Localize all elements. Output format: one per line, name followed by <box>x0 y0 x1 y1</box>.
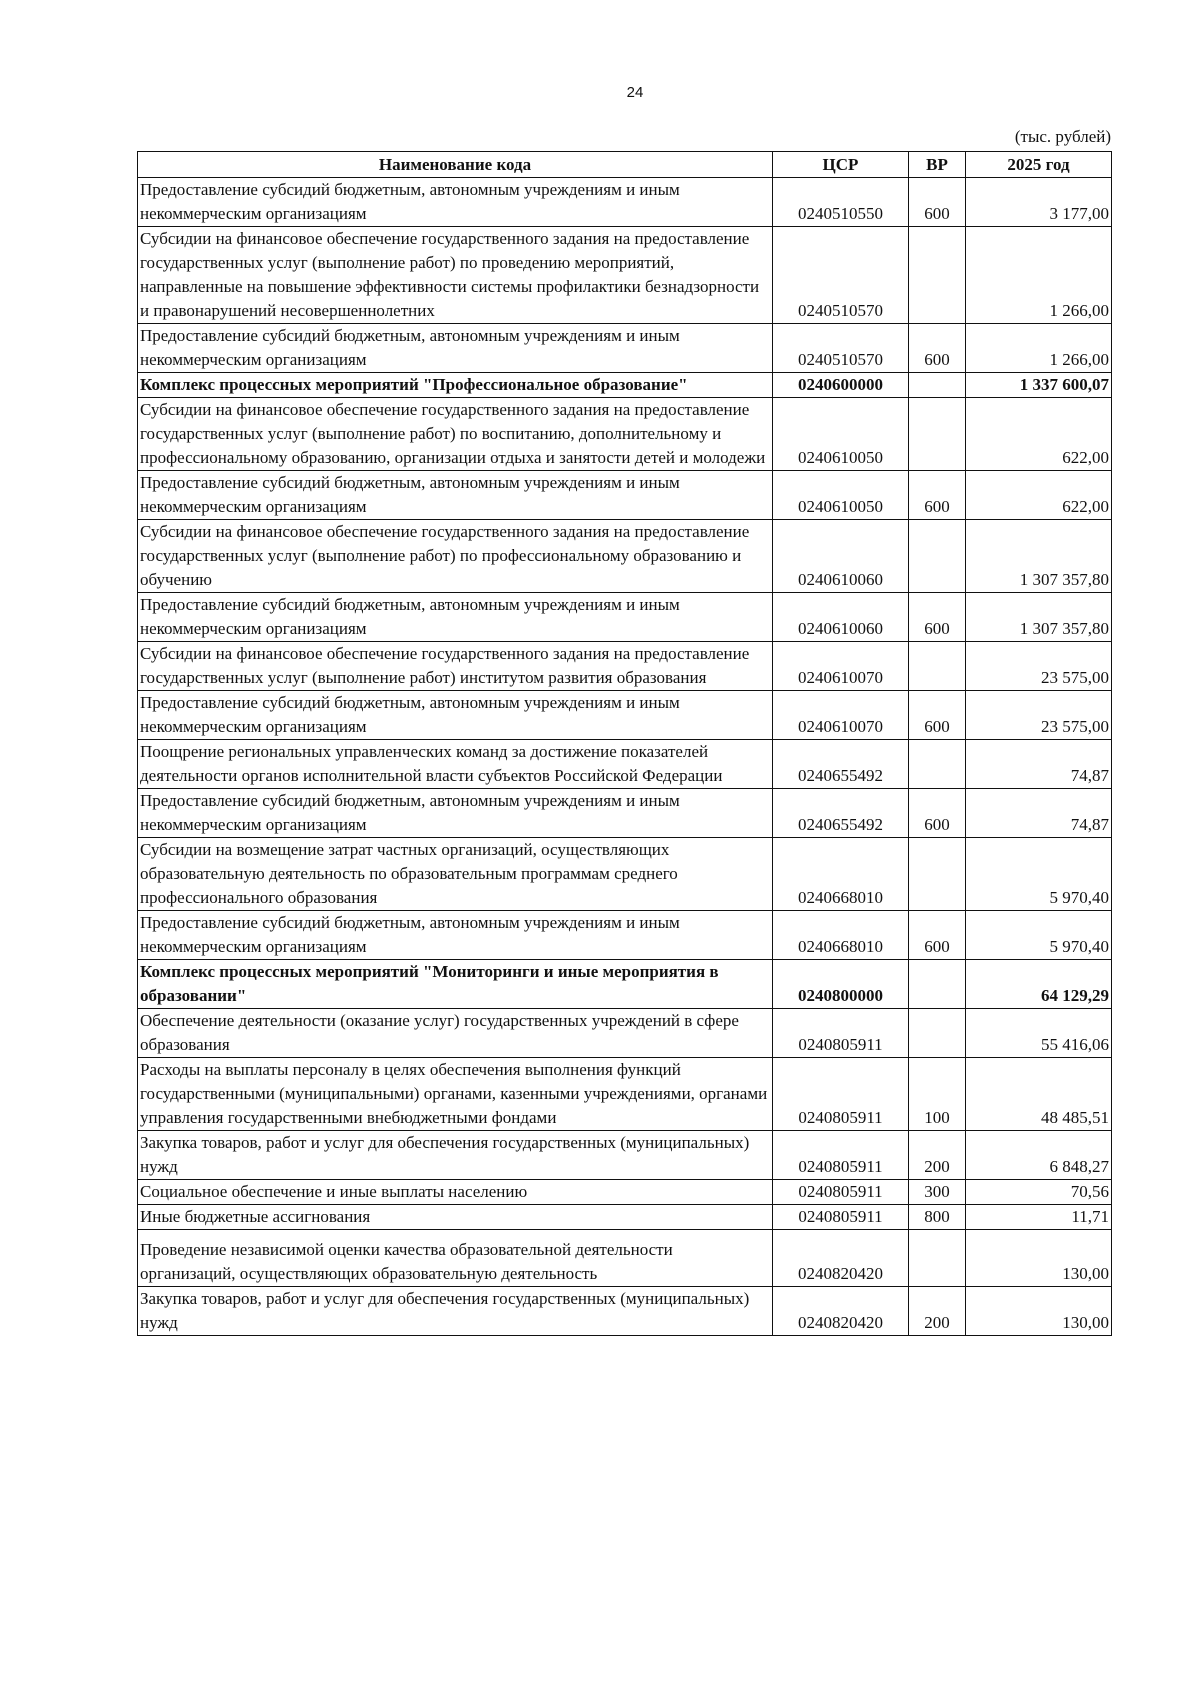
cell-csr: 0240610050 <box>773 398 909 471</box>
cell-vr <box>909 227 966 324</box>
cell-name: Предоставление субсидий бюджетным, автономным учреждениям и иным некоммерческим организациям <box>138 178 773 227</box>
cell-sum: 3 177,00 <box>966 178 1112 227</box>
cell-csr: 0240510570 <box>773 227 909 324</box>
table-row <box>138 1205 1112 1230</box>
cell-sum: 64 129,29 <box>966 960 1112 1009</box>
cell-vr <box>909 1009 966 1058</box>
cell-vr: 600 <box>909 178 966 227</box>
cell-csr: 0240600000 <box>773 373 909 398</box>
table-row <box>138 520 1112 593</box>
cell-name: Закупка товаров, работ и услуг для обеспечения государственных (муниципальных) нужд <box>138 1287 773 1336</box>
cell-sum: 1 266,00 <box>966 324 1112 373</box>
cell-vr: 600 <box>909 789 966 838</box>
cell-name: Закупка товаров, работ и услуг для обеспечения государственных (муниципальных) нужд <box>138 1131 773 1180</box>
cell-sum: 11,71 <box>966 1205 1112 1230</box>
cell-name: Поощрение региональных управленческих команд за достижение показателей деятельности органов исполнительной власти субъектов Российской Федерации <box>138 740 773 789</box>
cell-name: Расходы на выплаты персоналу в целях обеспечения выполнения функций государственными (муниципальными) органами, казенными учреждениями, органами управления государственными внебюджетными фондами <box>138 1058 773 1131</box>
cell-vr <box>909 520 966 593</box>
cell-name: Обеспечение деятельности (оказание услуг) государственных учреждений в сфере образования <box>138 1009 773 1058</box>
cell-csr: 0240655492 <box>773 789 909 838</box>
page-number: 24 <box>626 84 644 101</box>
cell-sum: 130,00 <box>966 1287 1112 1336</box>
cell-name: Предоставление субсидий бюджетным, автономным учреждениям и иным некоммерческим организациям <box>138 324 773 373</box>
budget-table <box>137 151 1112 1336</box>
cell-csr: 0240800000 <box>773 960 909 1009</box>
cell-name: Субсидии на финансовое обеспечение государственного задания на предоставление государственных услуг (выполнение работ) по проведению мероприятий, направленные на повышение эффективности системы профилактики безнадзорности и правонарушений несовершеннолетних <box>138 227 773 324</box>
table-row <box>138 911 1112 960</box>
cell-name: Комплекс процессных мероприятий "Мониторинги и иные мероприятия в образовании" <box>138 960 773 1009</box>
table-row <box>138 1009 1112 1058</box>
cell-vr <box>909 960 966 1009</box>
table-row <box>138 789 1112 838</box>
column-header-csr: ЦСР <box>773 152 909 178</box>
cell-csr: 0240805911 <box>773 1131 909 1180</box>
cell-name: Предоставление субсидий бюджетным, автономным учреждениям и иным некоммерческим организациям <box>138 471 773 520</box>
table-row <box>138 398 1112 471</box>
table-row <box>138 1131 1112 1180</box>
cell-vr: 100 <box>909 1058 966 1131</box>
cell-vr: 600 <box>909 911 966 960</box>
table-row <box>138 642 1112 691</box>
cell-vr <box>909 838 966 911</box>
cell-csr: 0240610070 <box>773 691 909 740</box>
table-row <box>138 1230 1112 1287</box>
cell-vr <box>909 642 966 691</box>
cell-csr: 0240805911 <box>773 1180 909 1205</box>
cell-sum: 48 485,51 <box>966 1058 1112 1131</box>
table-body <box>138 178 1112 1336</box>
cell-csr: 0240805911 <box>773 1058 909 1131</box>
cell-name: Предоставление субсидий бюджетным, автономным учреждениям и иным некоммерческим организациям <box>138 593 773 642</box>
cell-name: Предоставление субсидий бюджетным, автономным учреждениям и иным некоммерческим организациям <box>138 691 773 740</box>
cell-csr: 0240805911 <box>773 1205 909 1230</box>
cell-sum: 23 575,00 <box>966 691 1112 740</box>
cell-csr: 0240668010 <box>773 911 909 960</box>
header-row <box>138 152 1112 178</box>
cell-csr: 0240510550 <box>773 178 909 227</box>
unit-label: (тыс. рублей) <box>1014 127 1111 146</box>
column-header-name: Наименование кода <box>138 152 773 178</box>
cell-csr: 0240820420 <box>773 1230 909 1287</box>
cell-csr: 0240610070 <box>773 642 909 691</box>
cell-vr <box>909 398 966 471</box>
cell-vr: 800 <box>909 1205 966 1230</box>
cell-sum: 1 307 357,80 <box>966 593 1112 642</box>
cell-sum: 1 307 357,80 <box>966 520 1112 593</box>
cell-vr <box>909 740 966 789</box>
table-row <box>138 960 1112 1009</box>
table-row <box>138 691 1112 740</box>
cell-vr <box>909 1230 966 1287</box>
cell-vr: 600 <box>909 593 966 642</box>
cell-sum: 6 848,27 <box>966 1131 1112 1180</box>
cell-csr: 0240610060 <box>773 520 909 593</box>
table-row <box>138 324 1112 373</box>
cell-csr: 0240655492 <box>773 740 909 789</box>
table-row <box>138 373 1112 398</box>
cell-vr: 600 <box>909 324 966 373</box>
cell-name: Субсидии на финансовое обеспечение государственного задания на предоставление государственных услуг (выполнение работ) по профессиональному образованию и обучению <box>138 520 773 593</box>
cell-sum: 1 337 600,07 <box>966 373 1112 398</box>
cell-sum: 55 416,06 <box>966 1009 1112 1058</box>
table-row <box>138 471 1112 520</box>
cell-sum: 70,56 <box>966 1180 1112 1205</box>
cell-sum: 23 575,00 <box>966 642 1112 691</box>
cell-vr: 300 <box>909 1180 966 1205</box>
cell-vr: 600 <box>909 691 966 740</box>
table-row <box>138 740 1112 789</box>
cell-csr: 0240510570 <box>773 324 909 373</box>
table-header <box>138 152 1112 178</box>
cell-sum: 5 970,40 <box>966 838 1112 911</box>
cell-csr: 0240820420 <box>773 1287 909 1336</box>
cell-name: Предоставление субсидий бюджетным, автономным учреждениям и иным некоммерческим организациям <box>138 911 773 960</box>
table-row <box>138 178 1112 227</box>
cell-sum: 622,00 <box>966 398 1112 471</box>
cell-vr: 200 <box>909 1131 966 1180</box>
cell-sum: 74,87 <box>966 789 1112 838</box>
cell-sum: 622,00 <box>966 471 1112 520</box>
cell-sum: 1 266,00 <box>966 227 1112 324</box>
cell-csr: 0240668010 <box>773 838 909 911</box>
cell-name: Субсидии на финансовое обеспечение государственного задания на предоставление государственных услуг (выполнение работ) по воспитанию, дополнительному и профессиональному образованию, организации отдыха и занятости детей и молодежи <box>138 398 773 471</box>
cell-name: Комплекс процессных мероприятий "Профессиональное образование" <box>138 373 773 398</box>
table-row <box>138 227 1112 324</box>
table-row <box>138 1058 1112 1131</box>
table-row <box>138 593 1112 642</box>
cell-name: Проведение независимой оценки качества образовательной деятельности организаций, осуществляющих образовательную деятельность <box>138 1230 773 1287</box>
cell-vr: 200 <box>909 1287 966 1336</box>
table-row <box>138 1287 1112 1336</box>
cell-sum: 74,87 <box>966 740 1112 789</box>
cell-name: Субсидии на возмещение затрат частных организаций, осуществляющих образовательную деятельность по образовательным программам среднего профессионального образования <box>138 838 773 911</box>
cell-csr: 0240805911 <box>773 1009 909 1058</box>
cell-name: Иные бюджетные ассигнования <box>138 1205 773 1230</box>
cell-vr: 600 <box>909 471 966 520</box>
column-header-vr: ВР <box>909 152 966 178</box>
cell-name: Предоставление субсидий бюджетным, автономным учреждениям и иным некоммерческим организациям <box>138 789 773 838</box>
table-row <box>138 1180 1112 1205</box>
cell-name: Социальное обеспечение и иные выплаты населению <box>138 1180 773 1205</box>
cell-name: Субсидии на финансовое обеспечение государственного задания на предоставление государственных услуг (выполнение работ) институтом развития образования <box>138 642 773 691</box>
cell-csr: 0240610050 <box>773 471 909 520</box>
cell-sum: 5 970,40 <box>966 911 1112 960</box>
cell-csr: 0240610060 <box>773 593 909 642</box>
cell-vr <box>909 373 966 398</box>
column-header-sum: 2025 год <box>966 152 1112 178</box>
cell-sum: 130,00 <box>966 1230 1112 1287</box>
table-row <box>138 838 1112 911</box>
